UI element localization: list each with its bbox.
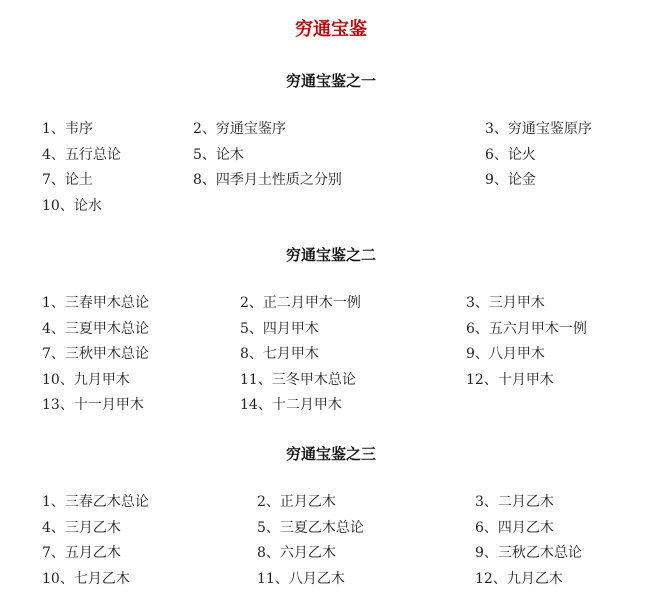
toc-row	[0, 145, 662, 171]
toc-section-3	[0, 492, 662, 594]
toc-row	[0, 370, 662, 396]
toc-row	[0, 344, 662, 370]
toc-entry[interactable]: 6、四月乙木	[475, 519, 554, 536]
toc-entry[interactable]: 5、论木	[193, 146, 244, 163]
toc-row	[0, 518, 662, 544]
toc-entry[interactable]: 10、七月乙木	[42, 570, 130, 587]
section-title-3: 穷通宝鉴之三	[285, 445, 376, 463]
toc-entry[interactable]: 4、三夏甲木总论	[42, 320, 149, 337]
toc-entry[interactable]: 5、三夏乙木总论	[257, 519, 364, 536]
toc-entry[interactable]: 8、七月甲木	[240, 346, 319, 362]
toc-entry[interactable]: 3、二月乙木	[475, 494, 554, 510]
toc-row	[0, 492, 662, 518]
toc-entry[interactable]: 6、五六月甲木一例	[466, 320, 587, 337]
toc-entry[interactable]: 10、论水	[42, 197, 102, 214]
section-title-1: 穷通宝鉴之一	[285, 72, 376, 90]
toc-entry[interactable]: 1、三春乙木总论	[42, 494, 149, 510]
toc-row	[0, 196, 662, 222]
toc-entry[interactable]: 11、三冬甲木总论	[240, 371, 356, 388]
toc-entry[interactable]: 7、三秋甲木总论	[42, 346, 149, 362]
toc-entry[interactable]: 14、十二月甲木	[240, 397, 342, 413]
toc-row	[0, 395, 662, 421]
toc-entry[interactable]: 4、五行总论	[42, 146, 121, 163]
toc-entry[interactable]: 1、三春甲木总论	[42, 295, 149, 311]
toc-entry[interactable]: 12、九月乙木	[475, 570, 563, 587]
toc-entry[interactable]: 6、论火	[485, 146, 536, 163]
toc-entry[interactable]: 10、九月甲木	[42, 371, 130, 388]
toc-entry[interactable]: 1、韦序	[42, 121, 93, 137]
toc-entry[interactable]: 7、五月乙木	[42, 545, 121, 561]
toc-row	[0, 569, 662, 595]
toc-entry[interactable]: 3、穷通宝鉴原序	[485, 121, 592, 137]
document-title: 穷通宝鉴	[295, 19, 367, 40]
toc-entry[interactable]: 8、四季月土性质之分别	[193, 172, 342, 188]
toc-row	[0, 119, 662, 145]
toc-entry[interactable]: 4、三月乙木	[42, 519, 121, 536]
toc-row	[0, 293, 662, 319]
toc-entry[interactable]: 11、八月乙木	[257, 570, 345, 587]
toc-row	[0, 170, 662, 196]
toc-row	[0, 319, 662, 345]
toc-entry[interactable]: 12、十月甲木	[466, 371, 554, 388]
toc-entry[interactable]: 2、正月乙木	[257, 494, 336, 510]
toc-entry[interactable]: 7、论土	[42, 172, 93, 188]
toc-entry[interactable]: 8、六月乙木	[257, 545, 336, 561]
toc-section-2	[0, 293, 662, 421]
toc-entry[interactable]: 2、穷通宝鉴序	[193, 121, 286, 137]
toc-entry[interactable]: 9、论金	[485, 172, 536, 188]
toc-entry[interactable]: 13、十一月甲木	[42, 397, 144, 413]
toc-entry[interactable]: 5、四月甲木	[240, 320, 319, 337]
toc-section-1	[0, 119, 662, 221]
section-title-2: 穷通宝鉴之二	[285, 246, 376, 264]
toc-row	[0, 543, 662, 569]
toc-entry[interactable]: 2、正二月甲木一例	[240, 295, 361, 311]
toc-entry[interactable]: 9、八月甲木	[466, 346, 545, 362]
toc-entry[interactable]: 3、三月甲木	[466, 295, 545, 311]
toc-entry[interactable]: 9、三秋乙木总论	[475, 545, 582, 561]
